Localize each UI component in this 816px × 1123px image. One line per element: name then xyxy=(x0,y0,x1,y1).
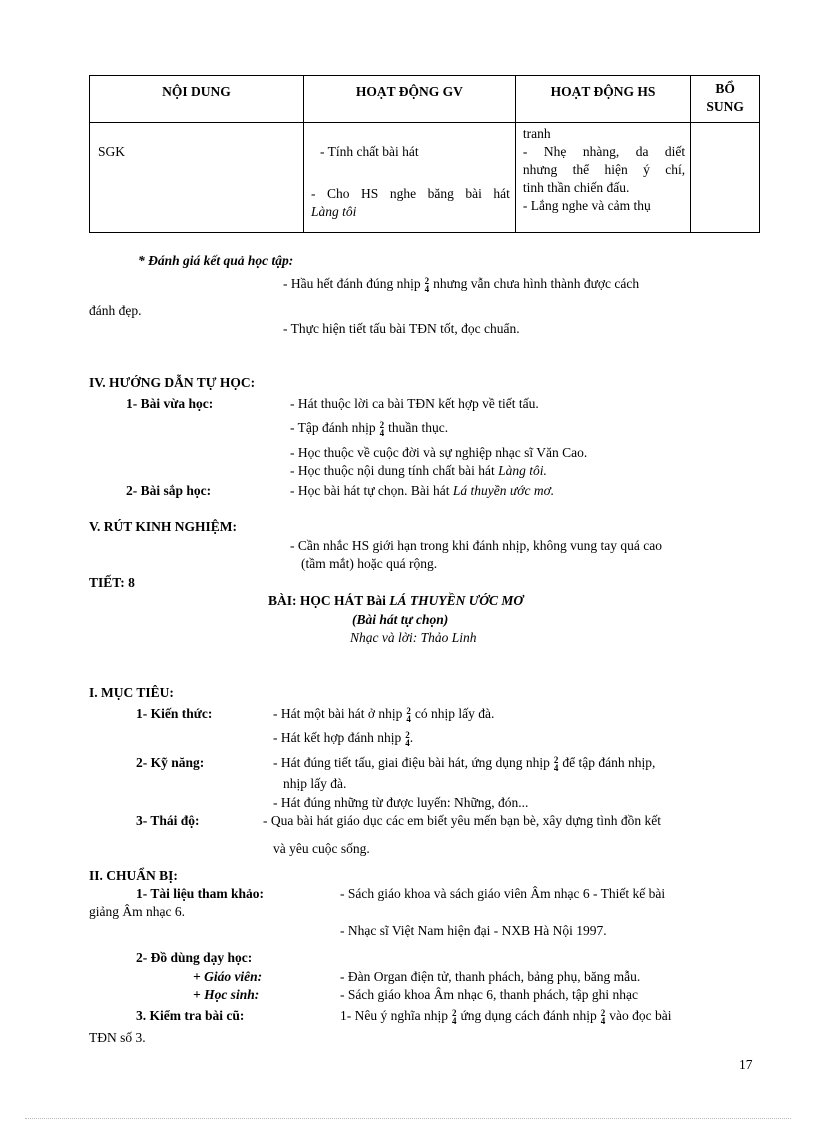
eval-line-1: - Hầu hết đánh đúng nhịp 2 4 nhưng vẫn chưa hình thành được cách xyxy=(283,275,640,294)
header-noi-dung: NỘI DUNG xyxy=(90,76,304,123)
giao-vien-items: - Đàn Organ điện tử, thanh phách, bảng phụ, băng mẫu. xyxy=(340,969,641,984)
bai-vua-hoc-label: 1- Bài vừa học: xyxy=(126,396,214,411)
thai-do-label: 3- Thái độ: xyxy=(136,813,200,828)
ky-nang-1: - Hát đúng tiết tấu, giai điệu bài hát, ứng dụng nhịp 2 4 để tập đánh nhịp, xyxy=(273,754,656,773)
tai-lieu-label: 1- Tài liệu tham khảo: xyxy=(136,886,265,901)
eval-title: * Đánh giá kết quả học tập: xyxy=(138,253,294,268)
ky-nang-2: - Hát đúng những từ được luyến: Những, đón... xyxy=(273,795,529,810)
s4-line-2: - Tập đánh nhịp 2 4 thuần thục. xyxy=(290,419,449,438)
kien-thuc-label: 1- Kiến thức: xyxy=(136,706,213,721)
s4-line-1: - Hát thuộc lời ca bài TĐN kết hợp về tiết tấu. xyxy=(290,396,539,411)
time-signature-2-4: 2 4 xyxy=(553,754,559,773)
eval-line-1-cont: đánh đẹp. xyxy=(89,303,142,318)
eval-line-2: - Thực hiện tiết tấu bài TĐN tốt, đọc chuẩn. xyxy=(283,321,520,336)
time-signature-2-4: 2 4 xyxy=(600,1007,606,1026)
lesson-table xyxy=(89,75,760,233)
hoc-sinh-items: - Sách giáo khoa Âm nhạc 6, thanh phách, tập ghi nhạc xyxy=(340,987,639,1002)
ky-nang-1-cont: nhịp lấy đà. xyxy=(283,776,347,791)
page-number: 17 xyxy=(739,1057,753,1072)
cell-hs: tranh - Nhẹ nhàng, da diết nhưng thể hiện ý chí, tinh thần chiến đấu. - Lắng nghe và cảm thụ xyxy=(515,123,690,233)
s4-line-4: - Học thuộc nội dung tính chất bài hát Làng tôi. xyxy=(290,463,547,478)
cell-gv: - Tính chất bài hát - Cho HS nghe băng bài hát Làng tôi xyxy=(303,123,515,233)
thai-do-1: - Qua bài hát giáo dục các em biết yêu mến bạn bè, xây dựng tình đồn kết xyxy=(263,813,661,828)
s5-line-2: (tầm mắt) hoặc quá rộng. xyxy=(301,556,438,571)
time-signature-2-4: 2 4 xyxy=(379,419,385,438)
kiem-tra-1: 1- Nêu ý nghĩa nhịp 2 4 ứng dụng cách đánh nhịp 2 4 vào đọc bài xyxy=(340,1007,672,1026)
section-2-title: II. CHUẨN BỊ: xyxy=(89,868,178,883)
section-5-title: V. RÚT KINH NGHIỆM: xyxy=(89,519,238,534)
kiem-tra-1-cont: TĐN số 3. xyxy=(89,1030,146,1045)
giao-vien-label: + Giáo viên: xyxy=(193,969,263,984)
lesson-title: BÀI: HỌC HÁT Bài LÁ THUYỀN ƯỚC MƠ xyxy=(268,593,524,608)
header-hoat-dong-gv: HOẠT ĐỘNG GV xyxy=(303,76,515,123)
kiem-tra-label: 3. Kiểm tra bài cũ: xyxy=(136,1008,245,1023)
thai-do-2: và yêu cuộc sống. xyxy=(273,841,370,856)
time-signature-2-4: 2 4 xyxy=(405,729,410,748)
hoc-sinh-label: + Học sinh: xyxy=(193,987,260,1002)
s4-line-5: - Học bài hát tự chọn. Bài hát Lá thuyền ước mơ. xyxy=(290,483,555,498)
ky-nang-label: 2- Kỹ năng: xyxy=(136,755,205,770)
do-dung-label: 2- Đồ dùng dạy học: xyxy=(136,950,253,965)
bai-sap-hoc-label: 2- Bài sắp học: xyxy=(126,483,212,498)
kien-thuc-1: - Hát một bài hát ở nhịp 2 4 có nhịp lấy đà. xyxy=(273,705,495,724)
time-signature-2-4: 2 4 xyxy=(406,705,411,724)
kien-thuc-2: - Hát kết hợp đánh nhịp 2 4 . xyxy=(273,729,414,748)
header-bo-sung: BỔ SUNG xyxy=(691,76,760,123)
cell-noi-dung: SGK xyxy=(90,123,304,233)
time-signature-2-4: 2 4 xyxy=(451,1007,457,1026)
s5-line-1: - Cần nhắc HS giới hạn trong khi đánh nhịp, không vung tay quá cao xyxy=(290,538,662,553)
tai-lieu-1: - Sách giáo khoa và sách giáo viên Âm nhạc 6 - Thiết kế bài xyxy=(340,886,666,901)
lesson-author: Nhạc và lời: Thảo Linh xyxy=(350,630,477,645)
page-bottom-border xyxy=(25,1118,791,1119)
time-signature-2-4: 2 4 xyxy=(424,275,430,294)
section-4-title: IV. HƯỚNG DẪN TỰ HỌC: xyxy=(89,375,256,390)
tai-lieu-1-cont: giảng Âm nhạc 6. xyxy=(89,904,185,919)
header-hoat-dong-hs: HOẠT ĐỘNG HS xyxy=(515,76,690,123)
lesson-subtitle: (Bài hát tự chọn) xyxy=(352,612,449,627)
section-1-title: I. MỤC TIÊU: xyxy=(89,685,174,700)
tai-lieu-2: - Nhạc sĩ Việt Nam hiện đại - NXB Hà Nội 1997. xyxy=(340,923,607,938)
s4-line-3: - Học thuộc về cuộc đời và sự nghiệp nhạc sĩ Văn Cao. xyxy=(290,445,588,460)
cell-bo-sung xyxy=(691,123,760,233)
tiet-label: TIẾT: 8 xyxy=(89,575,135,590)
